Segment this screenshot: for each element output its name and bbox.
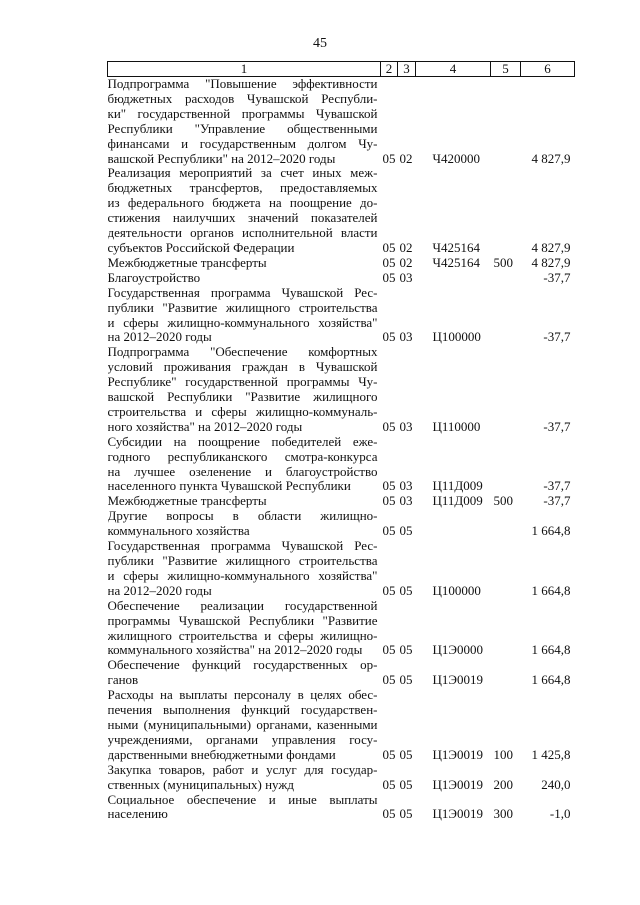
- description-line: Социальное обеспечение и иные выплаты: [107, 792, 378, 807]
- amount: -1,0: [549, 806, 571, 822]
- description-line: коммунального хозяйства: [107, 524, 250, 539]
- target-article-code: Ц1Э0019: [432, 672, 483, 688]
- expense-type-code: [491, 599, 521, 659]
- target-article-code: [416, 271, 491, 286]
- row-description: [108, 271, 381, 286]
- description-line: на 2012–2020 годы: [107, 330, 212, 345]
- target-article-code: Ц1Э0019: [432, 776, 483, 792]
- budget-table: [107, 61, 575, 822]
- description-line: строительства и сферы жилищно-коммуналь-: [107, 404, 378, 419]
- description-line: Расходы на выплаты персоналу в целях обес-: [107, 688, 378, 703]
- description-line: и сферы жилищно-коммунального хозяйства": [107, 315, 378, 330]
- amount: -37,7: [543, 478, 571, 494]
- description-line: вашской Республики "Развитие жилищного: [107, 390, 378, 405]
- section-code: 05: [382, 150, 396, 166]
- row-description: [108, 494, 381, 509]
- description-line: Государственная программа Чувашской Рес-: [107, 285, 378, 300]
- table-row: [108, 793, 575, 823]
- row-description: [108, 256, 381, 271]
- target-article-code: Ц1Э0019: [432, 806, 483, 822]
- target-article-code: Ц1Э0000: [432, 642, 483, 658]
- description-line: Закупка товаров, работ и услуг для государ-: [107, 762, 378, 777]
- header-col-2: 2: [381, 62, 398, 77]
- expense-type-code: [491, 77, 521, 167]
- amount: 1 425,8: [531, 746, 571, 762]
- description-line: жилищного строительства и сферы жилищно-: [107, 628, 378, 643]
- section-code: 05: [382, 254, 396, 270]
- row-description: [108, 599, 381, 659]
- description-line: населению: [107, 807, 168, 822]
- target-article-code: Ч425164: [432, 254, 480, 270]
- description-line: Субсидии на поощрение победителей еже-: [107, 434, 378, 449]
- subsection-code: 02: [399, 239, 413, 255]
- subsection-code: 02: [399, 254, 413, 270]
- description-line: и сферы жилищно-коммунального хозяйства": [107, 568, 378, 583]
- amount: 4 827,9: [531, 239, 571, 255]
- description-line: Межбюджетные трансферты: [107, 494, 267, 509]
- amount: 240,0: [541, 776, 571, 792]
- header-col-4: 4: [416, 62, 491, 77]
- section-code: 05: [382, 478, 396, 494]
- description-line: программы Чувашской Республики "Развитие: [107, 613, 378, 628]
- amount: -37,7: [543, 269, 571, 285]
- amount: 1 664,8: [531, 523, 571, 539]
- description-line: деятельности органов исполнительной власти: [107, 226, 378, 241]
- target-article-code: Ц11Д009: [432, 478, 483, 494]
- target-article-code: Ц110000: [432, 418, 481, 434]
- row-description: [108, 166, 381, 255]
- target-article-code: [416, 509, 491, 539]
- row-description: [108, 286, 381, 346]
- target-article-code: Ц100000: [432, 582, 481, 598]
- subsection-code: 03: [399, 269, 413, 285]
- description-line: Обеспечение реализации государственной: [107, 598, 378, 613]
- subsection-code: 02: [399, 150, 413, 166]
- description-line: финансами и государственным долгом Чу-: [107, 136, 378, 151]
- description-line: из федерального бюджета на поощрение до-: [107, 196, 378, 211]
- subsection-code: 05: [399, 776, 413, 792]
- target-article-code: Ц100000: [432, 329, 481, 345]
- description-line: условий проживания граждан в Чувашской: [107, 360, 378, 375]
- description-line: бюджетных трансфертов, предоставляемых: [107, 181, 378, 196]
- description-line: Благоустройство: [107, 270, 201, 285]
- section-code: 05: [382, 746, 396, 762]
- amount: -37,7: [543, 418, 571, 434]
- description-line: стижения наилучших значений показателей: [107, 211, 378, 226]
- subsection-code: 05: [399, 523, 413, 539]
- table-row: [108, 509, 575, 539]
- amount: -37,7: [543, 329, 571, 345]
- target-article-code: Ч420000: [432, 150, 480, 166]
- description-line: субъектов Российской Федерации: [107, 240, 295, 255]
- table-row: [108, 271, 575, 286]
- amount: 4 827,9: [531, 254, 571, 270]
- expense-type-code: [491, 286, 521, 346]
- table-row: [108, 286, 575, 346]
- subsection-code: 05: [399, 746, 413, 762]
- description-line: ного хозяйства" на 2012–2020 годы: [107, 419, 303, 434]
- section-code: 05: [382, 418, 396, 434]
- row-description: [108, 793, 381, 823]
- amount: 1 664,8: [531, 642, 571, 658]
- table-header-row: [108, 62, 575, 77]
- header-col-5: 5: [491, 62, 521, 77]
- row-description: [108, 435, 381, 495]
- section-code: 05: [382, 493, 396, 509]
- subsection-code: 03: [399, 418, 413, 434]
- table-row: [108, 539, 575, 599]
- amount: 1 664,8: [531, 582, 571, 598]
- subsection-code: 03: [399, 329, 413, 345]
- description-line: дарственными внебюджетными фондами: [107, 747, 336, 762]
- expense-type-code: 500: [493, 254, 513, 270]
- expense-type-code: 500: [493, 493, 513, 509]
- section-code: 05: [382, 642, 396, 658]
- section-code: 05: [382, 776, 396, 792]
- description-line: Межбюджетные трансферты: [107, 255, 267, 270]
- description-line: годного республиканского смотра-конкурса: [107, 449, 378, 464]
- row-description: [108, 509, 381, 539]
- table-row: [108, 166, 575, 255]
- expense-type-code: [491, 539, 521, 599]
- table-row: [108, 435, 575, 495]
- section-code: 05: [382, 672, 396, 688]
- expense-type-code: 300: [493, 806, 513, 822]
- table-row: [108, 77, 575, 167]
- row-description: [108, 688, 381, 763]
- row-description: [108, 539, 381, 599]
- page-number: 45: [313, 36, 327, 51]
- description-line: Обеспечение функций государственных ор-: [107, 658, 378, 673]
- expense-type-code: [491, 166, 521, 255]
- row-description: [108, 763, 381, 793]
- description-line: Реализация мероприятий за счет иных меж-: [107, 166, 378, 181]
- table-row: [108, 599, 575, 659]
- description-line: ки" государственной программы Чувашской: [107, 106, 378, 121]
- expense-type-code: [491, 435, 521, 495]
- section-code: 05: [382, 523, 396, 539]
- amount: 1 664,8: [531, 672, 571, 688]
- description-line: Подпрограмма "Повышение эффективности: [107, 77, 378, 91]
- row-description: [108, 345, 381, 434]
- header-col-1: 1: [108, 62, 381, 77]
- amount: -37,7: [543, 493, 571, 509]
- description-line: публики "Развитие жилищного строительства: [107, 554, 378, 568]
- expense-type-code: 200: [493, 776, 513, 792]
- description-line: Подпрограмма "Обеспечение комфортных: [107, 345, 378, 360]
- row-description: [108, 77, 381, 167]
- section-code: 05: [382, 329, 396, 345]
- expense-type-code: [491, 658, 521, 688]
- description-line: Другие вопросы в области жилищно-: [107, 509, 378, 524]
- description-line: ственных (муниципальных) нужд: [107, 777, 294, 792]
- section-code: 05: [382, 806, 396, 822]
- table-row: [108, 256, 575, 271]
- description-line: учреждениями, органами управления госу-: [107, 732, 378, 747]
- description-line: бюджетных расходов Чувашской Республи-: [107, 91, 378, 106]
- section-code: 05: [382, 582, 396, 598]
- expense-type-code: [491, 345, 521, 434]
- subsection-code: 03: [399, 493, 413, 509]
- expense-type-code: [491, 509, 521, 539]
- description-line: населенного пункта Чувашской Республики: [107, 479, 351, 494]
- table-row: [108, 763, 575, 793]
- expense-type-code: 100: [493, 746, 513, 762]
- subsection-code: 03: [399, 478, 413, 494]
- row-description: [108, 658, 381, 688]
- expense-type-code: [491, 271, 521, 286]
- description-line: Республики "Управление общественными: [107, 121, 378, 136]
- table-row: [108, 494, 575, 509]
- subsection-code: 05: [399, 642, 413, 658]
- subsection-code: 05: [399, 806, 413, 822]
- description-line: на 2012–2020 годы: [107, 583, 212, 598]
- header-col-6: 6: [521, 62, 575, 77]
- target-article-code: Ц1Э0019: [432, 746, 483, 762]
- table-row: [108, 345, 575, 434]
- description-line: Государственная программа Чувашской Рес-: [107, 539, 378, 554]
- description-line: публики "Развитие жилищного строительства: [107, 300, 378, 315]
- table-row: [108, 658, 575, 688]
- target-article-code: Ч425164: [432, 239, 480, 255]
- subsection-code: 05: [399, 582, 413, 598]
- description-line: Республике" государственной программы Чу-: [107, 375, 378, 390]
- header-col-3: 3: [398, 62, 416, 77]
- amount: 4 827,9: [531, 150, 571, 166]
- section-code: 05: [382, 239, 396, 255]
- description-line: на лучшее озеленение и благоустройство: [107, 464, 378, 479]
- subsection-code: 05: [399, 672, 413, 688]
- description-line: печения выполнения функций государствен-: [107, 703, 378, 718]
- section-code: 05: [382, 269, 396, 285]
- table-row: [108, 688, 575, 763]
- description-line: ганов: [107, 673, 139, 688]
- description-line: ными (муниципальными) органами, казенными: [107, 717, 378, 732]
- description-line: вашской Республики" на 2012–2020 годы: [107, 151, 336, 166]
- description-line: коммунального хозяйства" на 2012–2020 годы: [107, 643, 363, 658]
- target-article-code: Ц11Д009: [432, 493, 483, 509]
